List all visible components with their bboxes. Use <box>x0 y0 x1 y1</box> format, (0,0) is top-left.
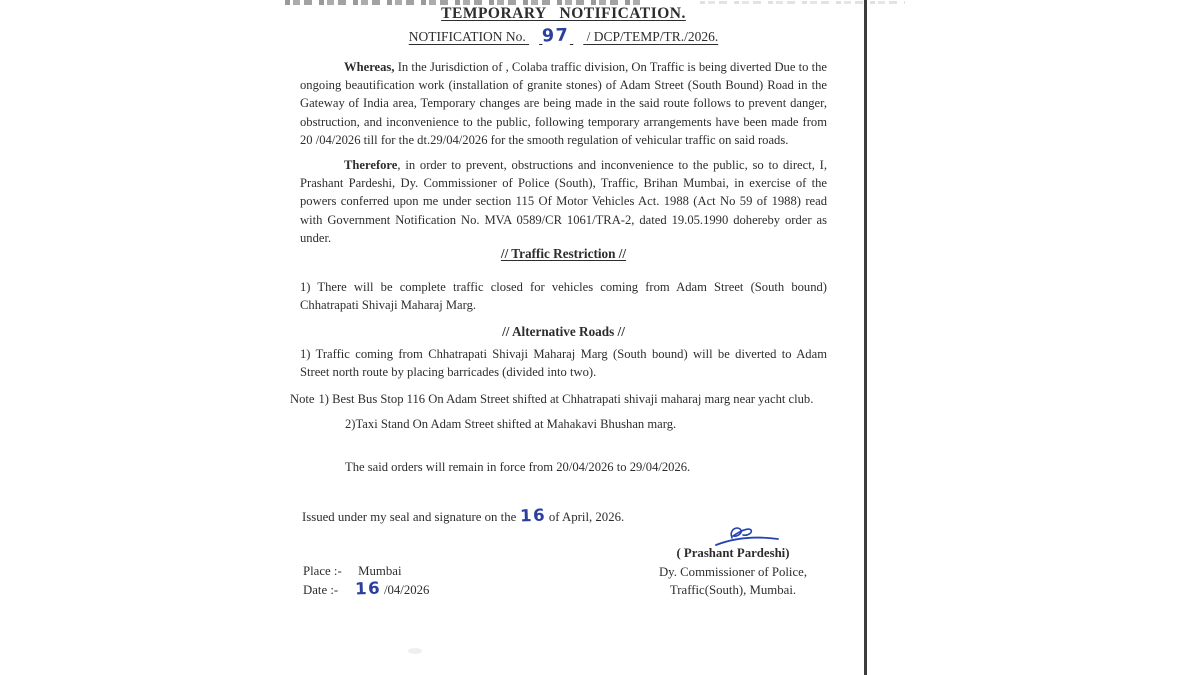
alternative-roads-item: 1) Traffic coming from Chhatrapati Shivaji Maharaj Marg (South bound) will be diverted to Adam Street north route by placing barricades (divided into two). <box>300 347 827 380</box>
issued-line-before: Issued under my seal and signature on the <box>302 510 520 524</box>
traffic-restriction-heading-text: // Traffic Restriction // <box>500 246 627 261</box>
date-label: Date :- <box>303 583 339 597</box>
notification-number-handwritten: 97 <box>542 25 571 47</box>
alternative-roads-heading: // Alternative Roads // <box>502 324 625 339</box>
date-line <box>303 578 430 599</box>
issued-line-after: of April, 2026. <box>545 510 625 524</box>
document-title-text: TEMPORARY NOTIFICATION. <box>441 5 686 22</box>
issued-day-handwritten: 16 <box>519 505 546 526</box>
whereas-body: In the Jurisdiction of , Colaba traffic division, On Traffic is being diverted Due to the ongoing beautification work (installation of granite stones) of Adam Street (South Bound) Road in the Gateway of India area, Temporary changes are being made in the said route follows to prevent danger, obstruction, and inconvenience to the public, following temporary arrangements have been made from 20 /04/2026 till for the dt.29/04/2026 for the smooth regulation of vehicular traffic on said roads. <box>300 60 827 147</box>
whereas-lead: Whereas, <box>344 60 395 74</box>
orders-in-force-line: The said orders will remain in force from 20/04/2026 to 29/04/2026. <box>345 460 691 474</box>
issued-line <box>302 505 625 526</box>
note-label: Note <box>290 392 315 406</box>
document-title <box>300 5 827 23</box>
notification-number-line <box>300 25 827 47</box>
whereas-paragraph <box>300 58 827 149</box>
note-item-1 <box>290 390 835 408</box>
signatory-title-2: Traffic(South), Mumbai. <box>669 583 797 597</box>
date-rest: /04/2026 <box>383 583 430 597</box>
notification-suffix: / DCP/TEMP/TR./2026. <box>586 29 719 44</box>
traffic-restriction-heading <box>300 246 827 262</box>
signature-block <box>638 544 828 600</box>
traffic-restriction-item: 1) There will be complete traffic closed for vehicles coming from Adam Street (South bound) Chhatrapati Shivaji Maharaj Marg. <box>300 280 827 313</box>
scan-edge-line <box>864 0 867 675</box>
therefore-lead: Therefore <box>344 158 398 172</box>
notes-section <box>290 390 835 433</box>
therefore-body: , in order to prevent, obstructions and inconvenience to the public, so to direct, I, Prashant Pardeshi, Dy. Commissioner of Police (South), Traffic, Brihan Mumbai, in exercise of the powers conferred upon me under section 115 Of Motor Vehicles Act. 1988 (Act No 59 of 1988) read with Government Notification No. MVA 0589/CR 1061/TRA-2, dated 19.05.1990 dohereby order as under. <box>300 158 827 245</box>
note-item-1-text: 1) Best Bus Stop 116 On Adam Street shifted at Chhatrapati shivaji maharaj marg near yacht club. <box>318 392 814 406</box>
signatory-title-1: Dy. Commissioner of Police, <box>658 564 808 579</box>
notification-prefix: NOTIFICATION No. <box>408 29 526 44</box>
date-day-handwritten: 16 <box>354 578 382 599</box>
therefore-paragraph <box>300 156 827 247</box>
place-label: Place :- <box>303 564 342 578</box>
note-item-2: 2)Taxi Stand On Adam Street shifted at Mahakavi Bhushan marg. <box>345 417 677 431</box>
scan-smudge-artifact <box>408 648 422 654</box>
signatory-name: ( Prashant Pardeshi) <box>676 546 790 560</box>
cutoff-text-artifact <box>700 1 905 4</box>
place-value: Mumbai <box>358 564 402 578</box>
place-line <box>303 564 402 579</box>
